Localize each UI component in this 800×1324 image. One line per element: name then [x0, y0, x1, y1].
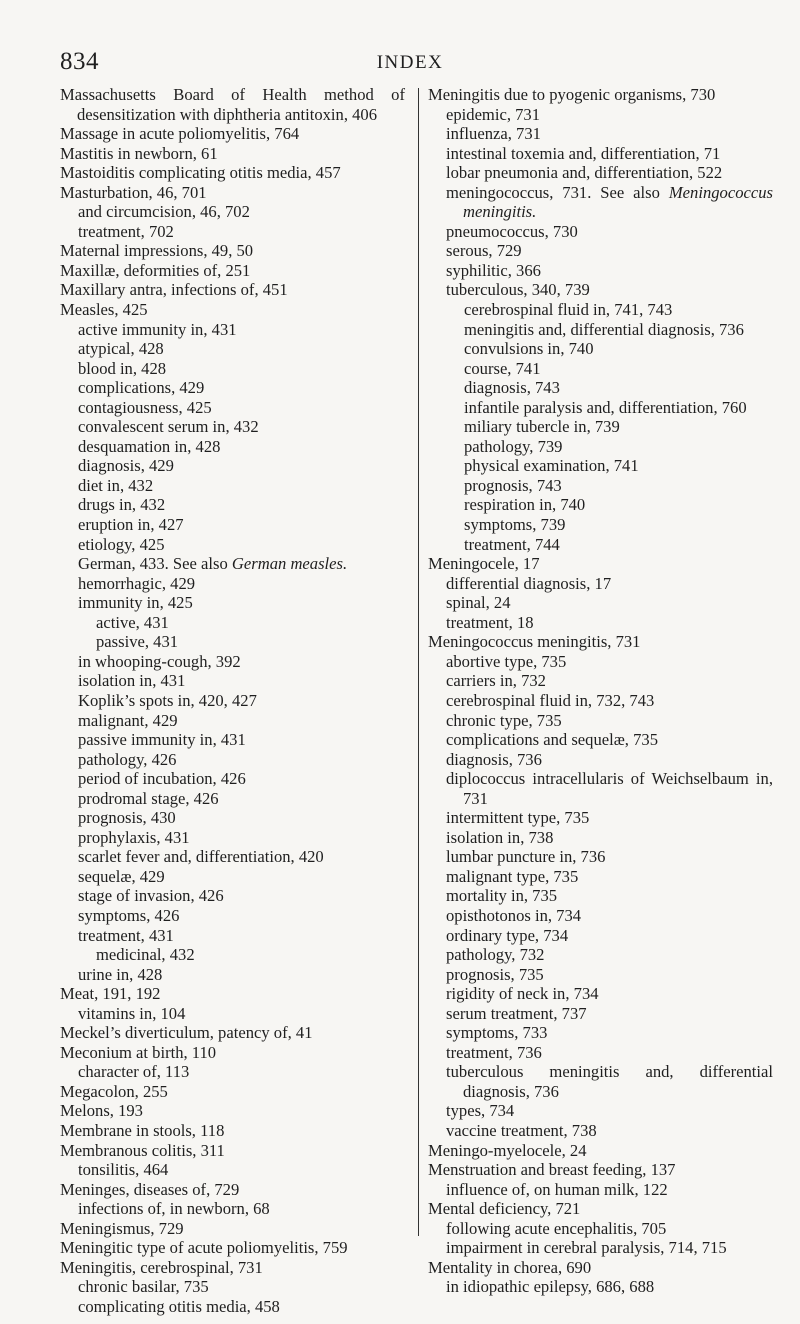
index-entry-text: impairment in cerebral paralysis, 714, 715	[446, 1238, 727, 1258]
index-entry-text: chronic type, 735	[446, 710, 562, 730]
index-entry	[428, 691, 773, 711]
index-entry-text: Meningocele, 17	[428, 554, 540, 574]
index-entry	[428, 828, 773, 848]
index-entry-text: medicinal, 432	[96, 945, 195, 965]
index-entry-text: active, 431	[96, 612, 169, 632]
index-entry-text: period of incubation, 426	[78, 769, 246, 789]
index-entry	[428, 163, 773, 183]
index-entry-text: symptoms, 739	[464, 515, 566, 535]
index-entry	[428, 359, 773, 379]
index-entry-text: hemorrhagic, 429	[78, 573, 196, 593]
index-entry-text: sequelæ, 429	[78, 866, 165, 886]
index-entry	[60, 124, 405, 144]
index-entry-text: isolation in, 431	[78, 671, 186, 691]
index-entry-text: Maxillary antra, infections of, 451	[60, 280, 288, 300]
index-entry	[60, 1043, 405, 1063]
index-entry-text: Measles, 425	[60, 300, 148, 320]
index-entry-text: treatment, 736	[446, 1042, 542, 1062]
index-entry-text: intestinal toxemia and, differentiation, 71	[446, 143, 721, 163]
index-entry	[60, 1062, 405, 1082]
index-entry	[60, 1141, 405, 1161]
index-entry-text: scarlet fever and, differentiation, 420	[78, 847, 324, 867]
index-entry-text: respiration in, 740	[464, 495, 586, 515]
index-entry-text: Meckel’s diverticulum, patency of, 41	[60, 1023, 313, 1043]
index-entry	[60, 359, 405, 379]
index-entry	[60, 769, 405, 789]
index-entry	[428, 300, 773, 320]
index-entry-text: epidemic, 731	[446, 104, 541, 124]
index-entry-text: following acute encephalitis, 705	[446, 1218, 667, 1238]
index-entry-text: and circumcision, 46, 702	[78, 202, 250, 222]
index-entry-text: prognosis, 430	[78, 808, 176, 828]
index-entry	[60, 886, 405, 906]
index-entry	[428, 105, 773, 125]
index-entry	[428, 1238, 773, 1258]
index-entry-text: character of, 113	[78, 1062, 190, 1082]
index-entry	[60, 926, 405, 946]
index-entry-text: syphilitic, 366	[446, 260, 541, 280]
index-entry	[60, 535, 405, 555]
index-entry-text: Meningismus, 729	[60, 1218, 184, 1238]
index-entry	[428, 495, 773, 515]
index-entry-text: convalescent serum in, 432	[78, 417, 259, 437]
index-entry-text: etiology, 425	[78, 534, 165, 554]
index-entry-text: German, 433. See also	[78, 554, 228, 574]
index-entry	[60, 222, 405, 242]
index-entry-text: tuberculous, 340, 739	[446, 280, 590, 300]
index-entry	[60, 730, 405, 750]
index-entry	[60, 691, 405, 711]
index-entry-text: Meningococcus meningitis, 731	[428, 632, 641, 652]
index-entry-text: meningococcus, 731. See also	[446, 182, 660, 202]
index-entry	[60, 945, 405, 965]
index-entry-text: prodromal stage, 426	[78, 788, 219, 808]
index-entry-text: malignant, 429	[78, 710, 178, 730]
index-entry	[428, 1160, 773, 1180]
index-entry-text: infantile paralysis and, differentiation, 760	[464, 397, 747, 417]
index-entry	[428, 613, 773, 633]
index-entry-text: physical examination, 741	[464, 456, 639, 476]
index-entry	[60, 339, 405, 359]
cross-reference: Meningococcus meningitis.	[463, 182, 773, 222]
index-entry	[60, 456, 405, 476]
index-entry-text: eruption in, 427	[78, 515, 184, 535]
index-entry	[60, 906, 405, 926]
index-entry-text: diagnosis, 429	[78, 456, 174, 476]
index-entry	[428, 886, 773, 906]
index-entry-text: Megacolon, 255	[60, 1081, 168, 1101]
index-entry-text: Membranous colitis, 311	[60, 1140, 225, 1160]
index-entry-text: Masturbation, 46, 701	[60, 182, 207, 202]
index-entry-text: in idiopathic epilepsy, 686, 688	[446, 1277, 655, 1297]
index-entry-text: differential diagnosis, 17	[446, 573, 612, 593]
index-entry	[428, 984, 773, 1004]
index-entry	[60, 965, 405, 985]
index-entry-text: course, 741	[464, 358, 541, 378]
index-entry-text: abortive type, 735	[446, 651, 567, 671]
index-entry-text: chronic basilar, 735	[78, 1277, 209, 1297]
index-entry	[428, 652, 773, 672]
index-entry	[428, 1121, 773, 1141]
index-entry-text: Mental deficiency, 721	[428, 1199, 581, 1219]
index-entry-text: lumbar puncture in, 736	[446, 847, 606, 867]
index-entry	[60, 437, 405, 457]
index-entry-text: Massage in acute poliomyelitis, 764	[60, 124, 300, 144]
index-entry	[428, 124, 773, 144]
index-entry	[428, 730, 773, 750]
index-entry-text: prognosis, 743	[464, 475, 562, 495]
index-entry	[428, 867, 773, 887]
index-entry-text: miliary tubercle in, 739	[464, 417, 620, 437]
index-entry-text: blood in, 428	[78, 358, 167, 378]
index-entry	[60, 1199, 405, 1219]
index-entry-text: carriers in, 732	[446, 671, 546, 691]
index-entry	[428, 750, 773, 770]
index-entry-text: Meat, 191, 192	[60, 984, 161, 1004]
index-entry	[428, 1141, 773, 1161]
index-entry	[60, 280, 405, 300]
index-entry-text: pneumococcus, 730	[446, 221, 578, 241]
index-entry	[60, 1004, 405, 1024]
index-entry-text: vitamins in, 104	[78, 1003, 186, 1023]
index-entry-text: treatment, 18	[446, 612, 534, 632]
index-entry-text: contagiousness, 425	[78, 397, 212, 417]
index-entry	[428, 1004, 773, 1024]
index-entry	[428, 320, 773, 340]
index-entry	[428, 554, 773, 574]
index-column-right	[428, 85, 773, 1297]
index-entry-text: infections of, in newborn, 68	[78, 1199, 270, 1219]
index-entry-text: immunity in, 425	[78, 593, 193, 613]
index-entry	[60, 320, 405, 340]
index-entry	[428, 515, 773, 535]
index-entry	[60, 554, 405, 574]
index-entry	[60, 515, 405, 535]
index-entry	[428, 378, 773, 398]
index-entry	[428, 1062, 773, 1101]
index-entry	[428, 1023, 773, 1043]
index-entry	[60, 300, 405, 320]
index-entry-text: active immunity in, 431	[78, 319, 237, 339]
index-entry	[60, 613, 405, 633]
index-entry-text: rigidity of neck in, 734	[446, 984, 599, 1004]
index-entry	[428, 437, 773, 457]
index-entry	[428, 1180, 773, 1200]
index-entry	[428, 1199, 773, 1219]
index-entry-text: influence of, on human milk, 122	[446, 1179, 668, 1199]
page-header	[50, 48, 770, 78]
index-entry-text: Mastoiditis complicating otitis media, 457	[60, 163, 341, 183]
index-entry-text: complications and sequelæ, 735	[446, 730, 658, 750]
index-entry-text: treatment, 431	[78, 925, 174, 945]
index-entry-text: diagnosis, 743	[464, 378, 560, 398]
index-entry-text: pathology, 426	[78, 749, 177, 769]
index-entry	[60, 671, 405, 691]
index-entry	[428, 847, 773, 867]
index-entry-text: Meningitic type of acute poliomyelitis, 759	[60, 1238, 348, 1258]
index-entry	[60, 847, 405, 867]
index-entry-text: cerebrospinal fluid in, 741, 743	[464, 300, 673, 320]
index-entry	[60, 1101, 405, 1121]
index-entry	[428, 183, 773, 222]
index-entry-text: cerebrospinal fluid in, 732, 743	[446, 690, 655, 710]
index-entry	[60, 574, 405, 594]
index-entry	[60, 1297, 405, 1317]
index-entry-text: treatment, 744	[464, 534, 560, 554]
index-entry-text: diagnosis, 736	[446, 749, 542, 769]
index-entry-text: prognosis, 735	[446, 964, 544, 984]
index-entry	[428, 144, 773, 164]
index-entry-text: types, 734	[446, 1101, 515, 1121]
index-entry	[428, 456, 773, 476]
index-entry-text: vaccine treatment, 738	[446, 1120, 597, 1140]
index-entry	[428, 671, 773, 691]
index-entry-text: intermittent type, 735	[446, 808, 590, 828]
index-entry-text: mortality in, 735	[446, 886, 558, 906]
index-entry	[60, 398, 405, 418]
column-divider	[418, 88, 419, 1236]
index-entry	[428, 808, 773, 828]
index-entry	[428, 711, 773, 731]
index-entry	[60, 261, 405, 281]
index-entry	[428, 593, 773, 613]
index-entry	[60, 85, 405, 124]
index-entry-text: lobar pneumonia and, differentiation, 522	[446, 163, 723, 183]
index-entry	[428, 1258, 773, 1278]
index-entry-text: passive immunity in, 431	[78, 730, 246, 750]
index-entry	[60, 808, 405, 828]
index-entry	[428, 417, 773, 437]
index-entry	[428, 632, 773, 652]
index-entry-text: complications, 429	[78, 378, 205, 398]
index-entry	[60, 378, 405, 398]
index-entry	[428, 280, 773, 300]
index-entry-text: opisthotonos in, 734	[446, 905, 582, 925]
index-entry-text: prophylaxis, 431	[78, 827, 190, 847]
index-entry-text: malignant type, 735	[446, 866, 579, 886]
index-entry	[428, 222, 773, 242]
index-entry-text: Melons, 193	[60, 1101, 143, 1121]
index-entry	[428, 1101, 773, 1121]
index-entry	[428, 261, 773, 281]
index-entry-text: spinal, 24	[446, 593, 511, 613]
index-entry	[60, 1277, 405, 1297]
index-entry	[60, 163, 405, 183]
index-entry	[428, 945, 773, 965]
index-entry	[428, 906, 773, 926]
index-entry-text: desquamation in, 428	[78, 436, 221, 456]
index-entry-text: treatment, 702	[78, 221, 174, 241]
index-entry	[428, 398, 773, 418]
index-entry-text: tonsilitis, 464	[78, 1160, 169, 1180]
index-entry	[60, 1023, 405, 1043]
index-entry-text: Massachusetts Board of Health method of desensitization with diphtheria antitoxin, 406	[60, 85, 405, 124]
index-entry-text: meningitis and, differential diagnosis, 736	[464, 319, 744, 339]
index-entry-text: diet in, 432	[78, 475, 154, 495]
index-entry	[60, 789, 405, 809]
index-entry	[60, 867, 405, 887]
cross-reference: German measles.	[231, 554, 348, 574]
index-entry	[60, 632, 405, 652]
index-entry-text: Mentality in chorea, 690	[428, 1257, 592, 1277]
index-entry	[60, 241, 405, 261]
index-entry	[428, 1043, 773, 1063]
index-entry	[428, 574, 773, 594]
index-entry-text: Meningitis due to pyogenic organisms, 730	[428, 85, 716, 104]
index-entry	[428, 241, 773, 261]
index-entry	[60, 984, 405, 1004]
index-entry	[60, 1121, 405, 1141]
index-entry	[60, 476, 405, 496]
index-entry-text: influenza, 731	[446, 124, 541, 144]
index-entry	[428, 85, 773, 105]
index-entry	[60, 495, 405, 515]
index-entry	[428, 1277, 773, 1297]
running-title: INDEX	[376, 52, 444, 73]
index-entry-text: passive, 431	[96, 632, 179, 652]
index-entry	[428, 1219, 773, 1239]
index-entry-text: atypical, 428	[78, 339, 164, 359]
index-entry-text: isolation in, 738	[446, 827, 554, 847]
index-entry-text: Meconium at birth, 110	[60, 1042, 217, 1062]
index-column-left	[60, 85, 405, 1316]
index-entry	[60, 828, 405, 848]
index-entry	[428, 476, 773, 496]
index-entry-text: pathology, 739	[464, 436, 563, 456]
index-entry	[60, 1180, 405, 1200]
index-entry	[60, 1082, 405, 1102]
index-entry-text: Koplik’s spots in, 420, 427	[78, 690, 257, 710]
index-entry-text: Maternal impressions, 49, 50	[60, 241, 254, 261]
index-entry-text: in whooping-cough, 392	[78, 651, 241, 671]
index-entry-text: symptoms, 733	[446, 1023, 548, 1043]
index-entry-text: convulsions in, 740	[464, 339, 594, 359]
page-number: 834	[60, 48, 99, 75]
index-entry	[60, 1219, 405, 1239]
index-entry-text: Membrane in stools, 118	[60, 1120, 225, 1140]
index-entry	[60, 652, 405, 672]
index-entry-text: symptoms, 426	[78, 905, 180, 925]
index-entry-text: serous, 729	[446, 241, 522, 261]
index-entry-text: drugs in, 432	[78, 495, 166, 515]
index-entry-text: tuberculous meningitis and, differential diagnosis, 736	[446, 1062, 773, 1101]
index-entry	[428, 339, 773, 359]
index-entry	[60, 417, 405, 437]
index-entry	[60, 1238, 405, 1258]
index-entry-text: Mastitis in newborn, 61	[60, 143, 218, 163]
index-entry-text: Maxillæ, deformities of, 251	[60, 260, 251, 280]
index-entry-text: Menstruation and breast feeding, 137	[428, 1160, 676, 1180]
index-entry	[60, 183, 405, 203]
index-entry	[60, 711, 405, 731]
index-entry	[60, 593, 405, 613]
index-entry	[428, 535, 773, 555]
index-entry	[60, 1160, 405, 1180]
index-entry-text: ordinary type, 734	[446, 925, 569, 945]
index-entry	[60, 144, 405, 164]
index-entry-text: Meningitis, cerebrospinal, 731	[60, 1257, 263, 1277]
index-entry	[428, 965, 773, 985]
index-entry	[60, 750, 405, 770]
index-entry	[428, 926, 773, 946]
index-entry-text: diplococcus intracellularis of Weichselbaum in, 731	[446, 769, 773, 808]
index-entry	[428, 769, 773, 808]
index-entry-text: serum treatment, 737	[446, 1003, 587, 1023]
index-entry-text: urine in, 428	[78, 964, 163, 984]
index-entry-text: pathology, 732	[446, 945, 545, 965]
index-entry	[60, 202, 405, 222]
index-entry	[60, 1258, 405, 1278]
index-entry-text: complicating otitis media, 458	[78, 1296, 280, 1316]
index-entry-text: Meninges, diseases of, 729	[60, 1179, 240, 1199]
index-entry-text: stage of invasion, 426	[78, 886, 224, 906]
index-entry-text: Meningo-myelocele, 24	[428, 1140, 587, 1160]
